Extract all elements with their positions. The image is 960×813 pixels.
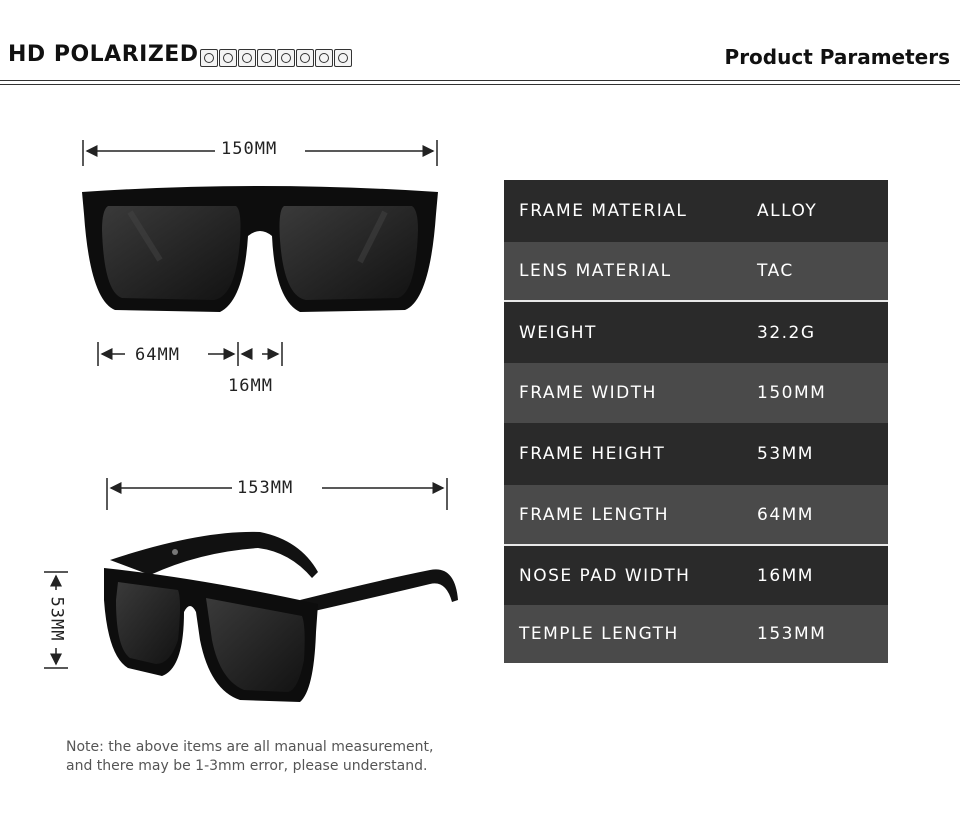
param-value: 32.2G [757,322,816,343]
param-value: 16MM [757,565,814,586]
section-title: Product Parameters [724,45,950,69]
table-row [504,363,888,423]
temple-length-label: 153MM [233,478,297,498]
table-row [504,180,888,242]
lens-bridge-dimension [98,342,282,366]
page-title: HD POLARIZED [8,42,199,67]
param-label: WEIGHT [519,322,597,343]
param-value: 64MM [757,504,814,525]
note-line: Note: the above items are all manual measurement, [66,739,434,755]
param-value: ALLOY [757,201,818,221]
param-label: FRAME HEIGHT [519,444,666,464]
table-row [504,485,888,544]
front-width-label: 150MM [217,139,281,159]
param-label: FRAME WIDTH [519,383,657,403]
table-row [504,544,888,605]
param-label: NOSE PAD WIDTH [519,565,691,586]
measurement-note [66,738,496,776]
side-view-glasses [104,532,458,702]
param-label: FRAME MATERIAL [519,201,688,221]
glasses-illustration [0,0,500,730]
parameters-table [504,180,888,663]
lens-height-label: 53MM [46,596,67,642]
param-value: 150MM [757,383,827,403]
table-row [504,300,888,363]
table-row [504,423,888,485]
param-label: LENS MATERIAL [519,261,672,281]
param-value: TAC [757,261,794,281]
table-row [504,242,888,300]
param-value: 53MM [757,444,814,464]
front-view-glasses [82,186,438,312]
param-value: 153MM [757,624,827,644]
param-label: TEMPLE LENGTH [519,624,679,644]
table-row [504,605,888,663]
bridge-width-label: 16MM [224,376,277,396]
lens-width-label: 64MM [131,345,184,365]
note-line: and there may be 1-3mm error, please understand. [66,758,428,774]
param-label: FRAME LENGTH [519,504,670,525]
